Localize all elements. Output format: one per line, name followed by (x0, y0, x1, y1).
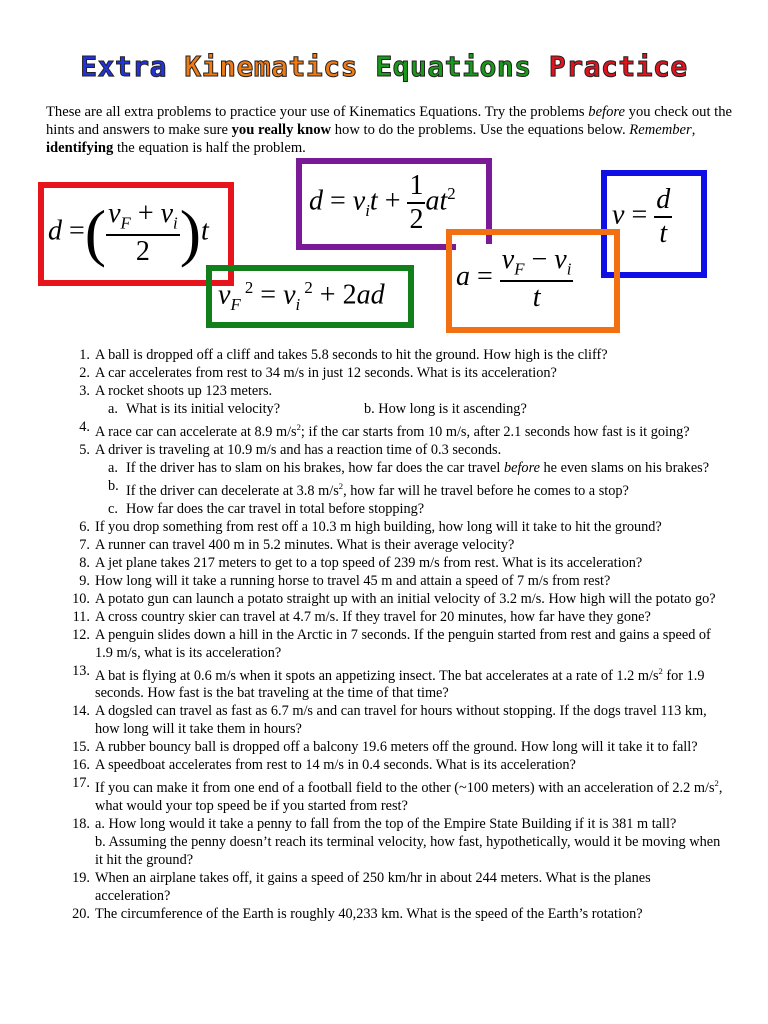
equation-average-velocity: d =( $\frac{v_F + v_i}{2}$ )t (48, 197, 209, 268)
list-item: 5. A driver is traveling at 10.9 m/s and has a reaction time of 0.3 seconds. (66, 441, 726, 459)
intro-emphasis: before (588, 104, 626, 120)
problem-text: A runner can travel 400 m in 5.2 minutes. What is their average velocity? (95, 536, 515, 553)
problem-text: The circumference of the Earth is roughly 40,233 km. What is the speed of the Earth’s rotation? (95, 906, 643, 923)
intro-paragraph (46, 103, 736, 157)
equation-displacement: $d = v_it$ + $\frac{1}{2}$ $at^2$ (309, 170, 456, 235)
list-item: 19. When an airplane takes off, it gains a speed of 250 km/hr in about 244 meters. What is the planes acceleration? (66, 869, 726, 905)
page-title (0, 50, 768, 83)
intro-text: how to do the problems. Use the equations below. (331, 122, 630, 138)
list-item: 20. The circumference of the Earth is roughly 40,233 km. What is the speed of the Earth’s rotation? (66, 905, 726, 923)
problem-text: If you drop something from rest off a 10.3 m high building, how long will it take to hit the ground? (95, 518, 662, 535)
problem-text: ; if the car starts from 10 m/s, after 2.1 seconds how fast is it going? (300, 423, 690, 440)
equation-velocity: v = $\frac{d}{t}$ (612, 184, 671, 249)
problem-text: A race car can accelerate at 8.9 m/s (95, 423, 297, 440)
problem-text: A driver is traveling at 10.9 m/s and has a reaction time of 0.3 seconds. (95, 441, 502, 458)
intro-emphasis: Remember (629, 122, 692, 138)
list-item: 18. a. How long would it take a penny to fall from the top of the Empire State Building if it is 381 m tall? b. Assuming the penny doesn’t reach its terminal velocity, how fast, hypothetically, would it be moving when it hit the ground? (72, 816, 721, 869)
problem-text: a. How long would it take a penny to fall from the top of the Empire State Building if it is 381 m tall? (95, 816, 677, 833)
problem-text: A speedboat accelerates from rest to 14 m/s in 0.4 seconds. What is its acceleration? (95, 757, 576, 774)
list-item: 4. A race car can accelerate at 8.9 $m/s^2$; if the car starts from 10 m/s, after 2.1 seconds how fast is it going? (79, 419, 690, 440)
list-item: 3. A rocket shoots up 123 meters. (66, 382, 726, 400)
problem-text: A jet plane takes 217 meters to get to a top speed of 239 m/s from rest. What is its acceleration? (95, 554, 643, 571)
sub-item: a. What is its initial velocity? b. How long is it ascending? (108, 401, 527, 417)
intro-text: These are all extra problems to practice your use of Kinematics Equations. Try the problems (46, 104, 589, 120)
problem-text: A car accelerates from rest to 34 m/s in just 12 seconds. What is its acceleration? (95, 365, 557, 381)
problem-text: A penguin slides down a hill in the Arctic in 7 seconds. If the penguin started from rest and gains a speed of 1.9 m/s, what is its acceleration? (95, 626, 711, 661)
equation-velocity-squared: $v_F$ $^2 = v_i$ $^2$ + 2ad (218, 278, 385, 314)
list-item: 11. A cross country skier can travel at 4.7 m/s. If they travel for 20 minutes, how far have they gone? (66, 608, 726, 626)
problem-text: If the driver has to slam on his brakes, how far does the car travel (126, 459, 504, 476)
list-item: 8. A jet plane takes 217 meters to get to a top speed of 239 m/s from rest. What is its acceleration? (66, 554, 726, 572)
list-item: 15. A rubber bouncy ball is dropped off a balcony 19.6 meters off the ground. How long will it take it to fall? (66, 738, 726, 756)
problem-text: , how far will he travel before he comes to a stop? (343, 482, 629, 499)
problem-text: for 1.9 seconds. How fast is the bat traveling at the time of that time? (95, 667, 705, 702)
list-item: 14. A dogsled can travel as fast as 6.7 m/s and can travel for hours without stopping. If the dogs travel 113 km, how long will it take them in hours? (66, 702, 726, 738)
sub-item: b. If the driver can decelerate at 3.8 $m/s^2$, how far will he travel before he comes to a stop? (108, 477, 629, 499)
problem-text: he even slams on his brakes? (539, 459, 710, 476)
sub-item: c. How far does the car travel in total before stopping? (66, 500, 726, 518)
problem-text: A rocket shoots up 123 meters. (95, 383, 273, 399)
problem-emphasis: before (503, 459, 540, 476)
equation-acceleration: a = $\frac{v_F - v_i}{t}$ (456, 244, 572, 313)
title-word-kinematics: Kinematics (184, 50, 358, 83)
list-item: 16. A speedboat accelerates from rest to 14 m/s in 0.4 seconds. What is its acceleration? (66, 756, 726, 774)
problem-text: A ball is dropped off a cliff and takes 5.8 seconds to hit the ground. How high is the cliff? (95, 347, 608, 363)
list-item: 12. A penguin slides down a hill in the Arctic in 7 seconds. If the penguin started from rest and gains a speed of 1.9 m/s, what is its acceleration? (66, 626, 726, 662)
list-item: 6. If you drop something from rest off a 10.3 m high building, how long will it take to hit the ground? (66, 518, 726, 536)
problem-text: If the driver can decelerate at 3.8 m/s (126, 482, 339, 499)
list-item: 10. A potato gun can launch a potato straight up with an initial velocity of 3.2 m/s. How high will the potato go? (66, 590, 726, 608)
problem-text: b. Assuming the penny doesn’t reach its terminal velocity, how fast, hypothetically, would it be moving when it hit the ground? (95, 834, 721, 869)
intro-bold: identifying (46, 140, 114, 156)
intro-bold: you really know (231, 122, 332, 138)
problem-text: How far does the car travel in total before stopping? (126, 500, 425, 517)
problem-text: , what would your top speed be if you started from rest? (95, 780, 723, 815)
problem-text: A potato gun can launch a potato straight up with an initial velocity of 3.2 m/s. How high will the potato go? (95, 590, 716, 607)
list-item: 9. How long will it take a running horse to travel 45 m and attain a speed of 7 m/s from rest? (66, 572, 726, 590)
list-item: 1. A ball is dropped off a cliff and takes 5.8 seconds to hit the ground. How high is the cliff? (66, 346, 726, 364)
list-item: 13. A bat is flying at 0.6 m/s when it spots an appetizing insect. The bat accelerates at a rate of 1.2 $m/s^2$ for 1.9 seconds. How fast is the bat traveling at the time of that time? (72, 662, 705, 702)
intro-text: the equation is half the problem. (113, 140, 306, 156)
problem-text: What is its initial velocity? (126, 401, 281, 417)
title-word-extra: Extra (80, 50, 168, 83)
list-item: 2. A car accelerates from rest to 34 m/s in just 12 seconds. What is its acceleration? (66, 364, 726, 382)
problem-text: If you can make it from one end of a football field to the other (~100 meters) with an acceleration of 2.2 m/s (95, 780, 715, 797)
list-item: 7. A runner can travel 400 m in 5.2 minutes. What is their average velocity? (66, 536, 726, 554)
problem-text: How long will it take a running horse to travel 45 m and attain a speed of 7 m/s from rest? (95, 572, 611, 589)
title-word-equations: Equations (375, 50, 532, 83)
intro-text: , (691, 122, 696, 138)
problem-list (66, 346, 726, 923)
sub-item: a. If the driver has to slam on his brakes, how far does the car travel before he even slams on his brakes? (108, 459, 710, 476)
problem-text: A bat is flying at 0.6 m/s when it spots an appetizing insect. The bat accelerates at a rate of 1.2 m/s (95, 667, 659, 684)
problem-text: A cross country skier can travel at 4.7 m/s. If they travel for 20 minutes, how far have they gone? (95, 608, 651, 625)
problem-text: A dogsled can travel as fast as 6.7 m/s and can travel for hours without stopping. If the dogs travel 113 km, how long will it take them in hours? (95, 703, 707, 738)
intro-text: you check out the hints and answers to make sure (46, 104, 733, 138)
problem-text: b. How long is it ascending? (364, 401, 527, 417)
problem-text: A rubber bouncy ball is dropped off a balcony 19.6 meters off the ground. How long will it take it to fall? (95, 739, 698, 756)
problem-text: When an airplane takes off, it gains a speed of 250 km/hr in about 244 meters. What is the planes acceleration? (95, 870, 651, 905)
list-item: 17. If you can make it from one end of a football field to the other (~100 meters) with an acceleration of 2.2 $m/s^2$, what would your top speed be if you started from rest? (72, 775, 723, 815)
title-word-practice: Practice (548, 50, 688, 83)
